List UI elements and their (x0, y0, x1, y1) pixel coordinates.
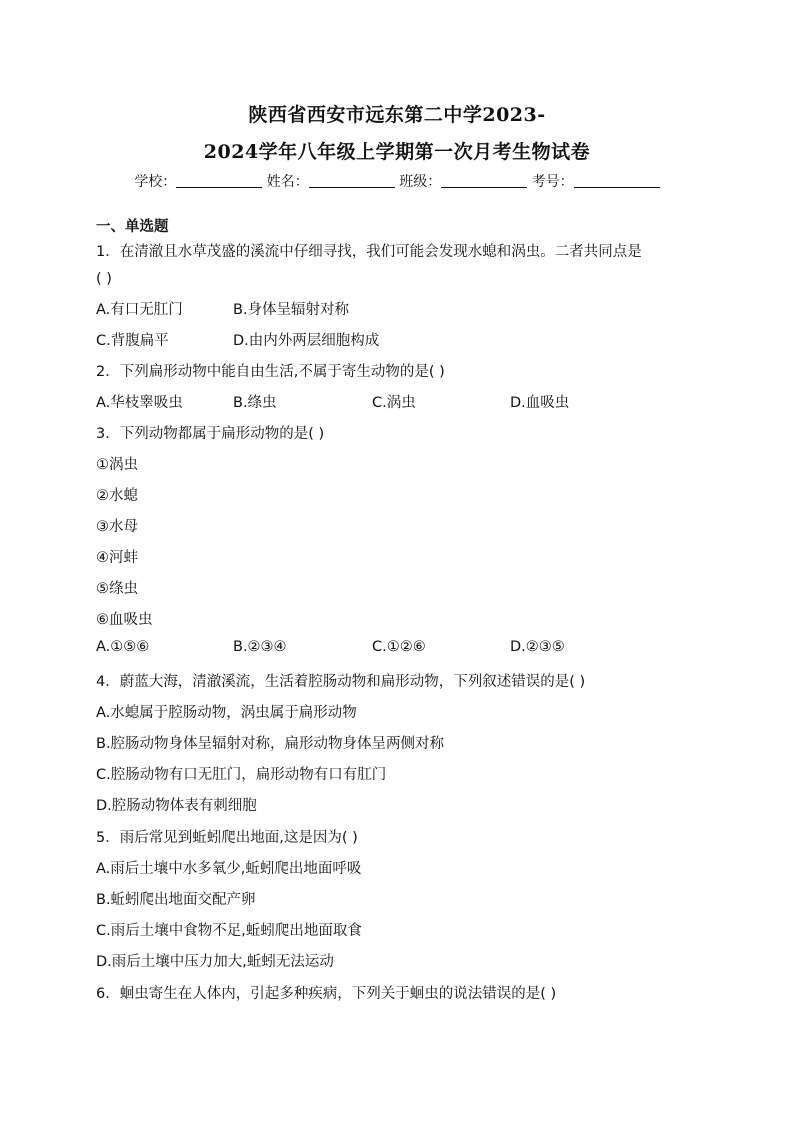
q2-option-c[interactable]: C.涡虫 (372, 395, 416, 411)
question-4-stem: 4．蔚蓝大海，清澈溪流，生活着腔肠动物和扁形动物，下列叙述错误的是( ) (96, 674, 586, 690)
q5-option-d[interactable]: D.雨后土壤中压力加大,蚯蚓无法运动 (96, 954, 334, 970)
class-blank[interactable] (441, 172, 527, 188)
question-5-stem: 5．雨后常见到蚯蚓爬出地面,这是因为( ) (96, 830, 358, 846)
name-label: 姓名： (266, 174, 309, 190)
q3-option-d[interactable]: D.②③⑤ (510, 639, 565, 655)
q1-option-a[interactable]: A.有口无肛门 (96, 302, 183, 318)
q4-option-b[interactable]: B.腔肠动物身体呈辐射对称，扁形动物身体呈两侧对称 (96, 736, 445, 752)
q1-option-b[interactable]: B.身体呈辐射对称 (233, 302, 350, 318)
question-6-stem: 6．蛔虫寄生在人体内，引起多种疾病，下列关于蛔虫的说法错误的是( ) (96, 986, 557, 1002)
question-1-stem: 1．在清澈且水草茂盛的溪流中仔细寻找，我们可能会发现水螅和涡虫。二者共同点是 (96, 244, 642, 260)
q4-option-d[interactable]: D.腔肠动物体表有刺细胞 (96, 798, 257, 814)
exam-no-blank[interactable] (574, 172, 660, 188)
q3-item-5: ⑤绦虫 (96, 581, 138, 597)
q1-option-c[interactable]: C.背腹扁平 (96, 333, 169, 349)
section-heading: 一、单选题 (96, 219, 169, 235)
name-blank[interactable] (309, 172, 395, 188)
q5-option-a[interactable]: A.雨后土壤中水多氧少,蚯蚓爬出地面呼吸 (96, 861, 362, 877)
class-label: 班级： (399, 174, 442, 190)
q1-option-d[interactable]: D.由内外两层细胞构成 (233, 333, 380, 349)
question-2-stem: 2．下列扁形动物中能自由生活,不属于寄生动物的是( ) (96, 364, 445, 380)
q3-option-b[interactable]: B.②③④ (233, 639, 287, 655)
q3-item-3: ③水母 (96, 519, 138, 535)
q3-item-1: ①涡虫 (96, 457, 138, 473)
question-1-stem-cont: ( ) (96, 271, 112, 287)
student-info-row (0, 171, 794, 191)
school-blank[interactable] (176, 172, 262, 188)
q3-item-6: ⑥血吸虫 (96, 612, 153, 628)
q3-option-a[interactable]: A.①⑤⑥ (96, 639, 150, 655)
q2-option-a[interactable]: A.华枝睾吸虫 (96, 395, 183, 411)
question-3-stem: 3．下列动物都属于扁形动物的是( ) (96, 426, 325, 442)
exam-title-line1: 陕西省西安市远东第二中学2023- (248, 104, 546, 126)
q5-option-c[interactable]: C.雨后土壤中食物不足,蚯蚓爬出地面取食 (96, 923, 362, 939)
q2-option-d[interactable]: D.血吸虫 (510, 395, 570, 411)
school-label: 学校： (134, 174, 177, 190)
q3-item-4: ④河蚌 (96, 550, 138, 566)
exam-title-line2: 2024学年八年级上学期第一次月考生物试卷 (203, 141, 591, 163)
q2-option-b[interactable]: B.绦虫 (233, 395, 277, 411)
exam-no-label: 考号： (531, 174, 574, 190)
q3-option-c[interactable]: C.①②⑥ (372, 639, 426, 655)
q3-item-2: ②水螅 (96, 488, 138, 504)
q4-option-a[interactable]: A.水螅属于腔肠动物，涡虫属于扁形动物 (96, 705, 357, 721)
q4-option-c[interactable]: C.腔肠动物有口无肛门，扁形动物有口有肛门 (96, 767, 387, 783)
q5-option-b[interactable]: B.蚯蚓爬出地面交配产卵 (96, 892, 256, 908)
